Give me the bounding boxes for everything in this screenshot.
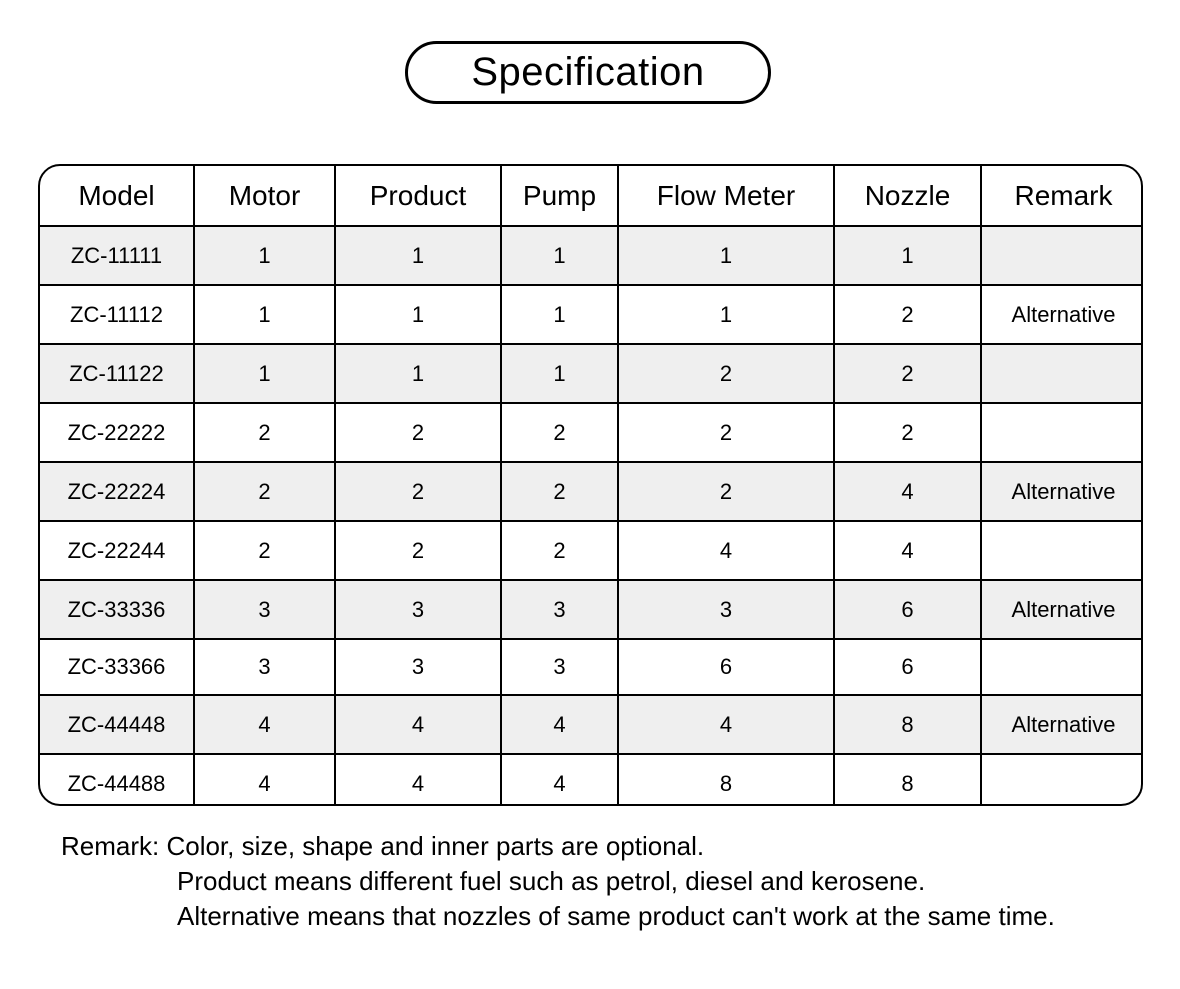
cell-product: 1 <box>335 226 501 285</box>
cell-pump: 2 <box>501 462 618 521</box>
table-row <box>40 754 1143 806</box>
cell-flow-meter: 2 <box>618 462 834 521</box>
cell-nozzle: 2 <box>834 285 981 344</box>
cell-product: 3 <box>335 639 501 695</box>
cell-flow-meter: 8 <box>618 754 834 806</box>
cell-motor: 3 <box>194 639 335 695</box>
cell-remark: Alternative <box>981 580 1143 639</box>
cell-motor: 1 <box>194 344 335 403</box>
remarks-block <box>61 829 1055 934</box>
header-nozzle: Nozzle <box>834 166 981 226</box>
cell-pump: 3 <box>501 580 618 639</box>
cell-flow-meter: 2 <box>618 344 834 403</box>
cell-product: 1 <box>335 285 501 344</box>
header-motor: Motor <box>194 166 335 226</box>
cell-model: ZC-11111 <box>40 226 194 285</box>
cell-pump: 3 <box>501 639 618 695</box>
cell-product: 3 <box>335 580 501 639</box>
table-row <box>40 403 1143 462</box>
cell-flow-meter: 1 <box>618 285 834 344</box>
cell-motor: 4 <box>194 754 335 806</box>
table-row <box>40 285 1143 344</box>
cell-nozzle: 8 <box>834 754 981 806</box>
table-row <box>40 695 1143 754</box>
cell-model: ZC-11112 <box>40 285 194 344</box>
table-row <box>40 462 1143 521</box>
header-remark: Remark <box>981 166 1143 226</box>
specification-table-container <box>38 164 1143 806</box>
cell-product: 2 <box>335 403 501 462</box>
table-row <box>40 521 1143 580</box>
cell-model: ZC-33366 <box>40 639 194 695</box>
header-pump: Pump <box>501 166 618 226</box>
cell-model: ZC-22224 <box>40 462 194 521</box>
cell-nozzle: 4 <box>834 462 981 521</box>
specification-table <box>40 166 1143 806</box>
cell-flow-meter: 4 <box>618 521 834 580</box>
cell-nozzle: 8 <box>834 695 981 754</box>
cell-motor: 4 <box>194 695 335 754</box>
cell-pump: 1 <box>501 285 618 344</box>
cell-pump: 4 <box>501 695 618 754</box>
cell-motor: 1 <box>194 226 335 285</box>
cell-remark <box>981 344 1143 403</box>
cell-remark: Alternative <box>981 695 1143 754</box>
cell-flow-meter: 3 <box>618 580 834 639</box>
cell-remark <box>981 521 1143 580</box>
page-title: Specification <box>471 50 705 94</box>
cell-nozzle: 1 <box>834 226 981 285</box>
cell-motor: 1 <box>194 285 335 344</box>
remark-line-2: Product means different fuel such as petrol, diesel and kerosene. <box>177 866 926 896</box>
cell-flow-meter: 2 <box>618 403 834 462</box>
cell-remark <box>981 403 1143 462</box>
table-row <box>40 226 1143 285</box>
table-row <box>40 580 1143 639</box>
cell-pump: 1 <box>501 226 618 285</box>
cell-nozzle: 6 <box>834 580 981 639</box>
cell-motor: 2 <box>194 521 335 580</box>
cell-pump: 1 <box>501 344 618 403</box>
table-header-row <box>40 166 1143 226</box>
header-flow-meter: Flow Meter <box>618 166 834 226</box>
cell-motor: 3 <box>194 580 335 639</box>
cell-product: 4 <box>335 754 501 806</box>
header-product: Product <box>335 166 501 226</box>
cell-nozzle: 2 <box>834 344 981 403</box>
header-model: Model <box>40 166 194 226</box>
cell-flow-meter: 4 <box>618 695 834 754</box>
cell-flow-meter: 6 <box>618 639 834 695</box>
cell-model: ZC-22222 <box>40 403 194 462</box>
cell-remark: Alternative <box>981 462 1143 521</box>
cell-nozzle: 6 <box>834 639 981 695</box>
table-row <box>40 639 1143 695</box>
remark-line-3: Alternative means that nozzles of same product can't work at the same time. <box>177 901 1055 931</box>
cell-remark <box>981 226 1143 285</box>
cell-model: ZC-11122 <box>40 344 194 403</box>
cell-remark: Alternative <box>981 285 1143 344</box>
cell-motor: 2 <box>194 462 335 521</box>
remark-line-1: Remark: Color, size, shape and inner parts are optional. <box>61 831 705 861</box>
cell-model: ZC-33336 <box>40 580 194 639</box>
cell-pump: 2 <box>501 403 618 462</box>
cell-pump: 4 <box>501 754 618 806</box>
cell-product: 4 <box>335 695 501 754</box>
cell-model: ZC-44448 <box>40 695 194 754</box>
cell-remark <box>981 639 1143 695</box>
cell-motor: 2 <box>194 403 335 462</box>
title-badge <box>405 41 771 104</box>
cell-product: 2 <box>335 462 501 521</box>
cell-model: ZC-44488 <box>40 754 194 806</box>
cell-remark <box>981 754 1143 806</box>
cell-pump: 2 <box>501 521 618 580</box>
cell-model: ZC-22244 <box>40 521 194 580</box>
cell-nozzle: 2 <box>834 403 981 462</box>
cell-flow-meter: 1 <box>618 226 834 285</box>
cell-product: 2 <box>335 521 501 580</box>
table-row <box>40 344 1143 403</box>
cell-nozzle: 4 <box>834 521 981 580</box>
cell-product: 1 <box>335 344 501 403</box>
